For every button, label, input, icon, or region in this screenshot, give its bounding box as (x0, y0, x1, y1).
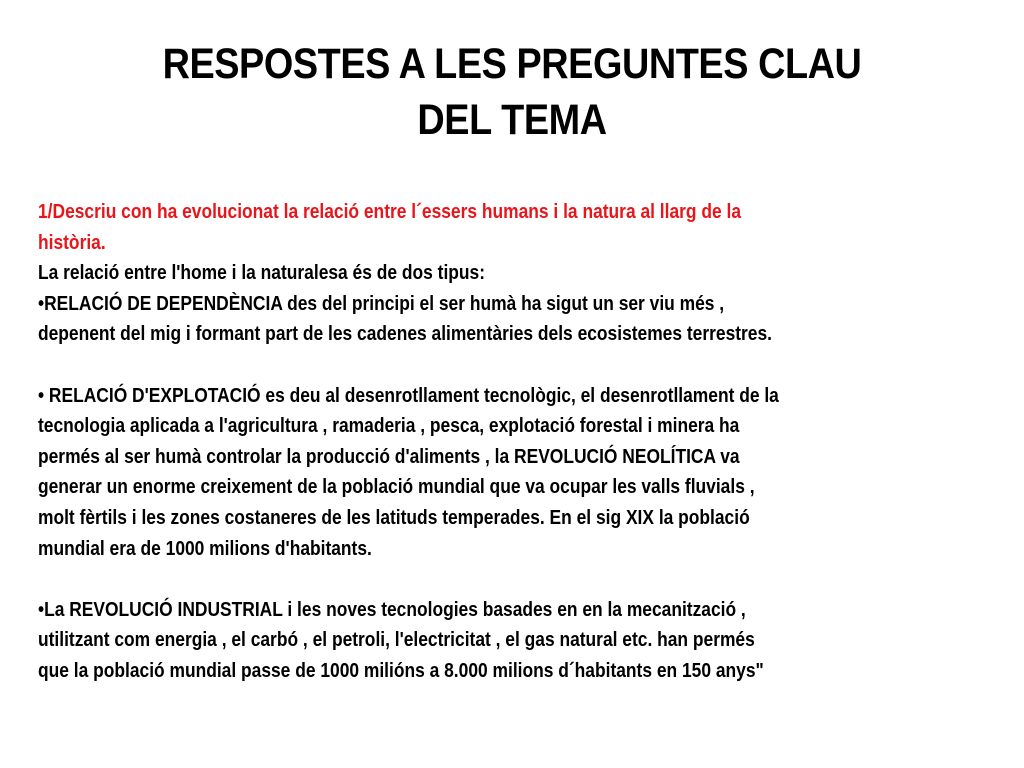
slide-title-line-1: RESPOSTES A LES PREGUNTES CLAU (162, 40, 862, 88)
point-explotacio (38, 381, 986, 565)
slide-title-line-2: DEL TEMA (417, 96, 607, 144)
point-dependencia-line-1: •RELACIÓ DE DEPENDÈNCIA des del principi el ser humà ha sigut un ser viu més , (38, 292, 725, 315)
point-explotacio-line-6: mundial era de 1000 milions d'habitants. (38, 537, 372, 560)
point-industrial-line-1: •La REVOLUCIÓ INDUSTRIAL i les noves tecnologies basades en en la mecanització , (38, 598, 746, 621)
point-explotacio-line-5: molt fèrtils i les zones costaneres de les latituds temperades. En el sig XIX la població (38, 506, 750, 529)
question-line-1: 1/Descriu con ha evolucionat la relació entre l´essers humans i la natura al llarg de la (38, 201, 742, 223)
point-dependencia-line-2: depenent del mig i formant part de les cadenes alimentàries dels ecosistemes terrestres. (38, 323, 772, 346)
intro-text: La relació entre l'home i la naturalesa és de dos tipus: (38, 262, 486, 285)
question-line-2: història. (38, 231, 106, 254)
point-explotacio-line-3: permés al ser humà controlar la producció d'aliments , la REVOLUCIÓ NEOLÍTICA va (38, 445, 740, 468)
question (38, 197, 986, 258)
point-industrial (38, 595, 986, 687)
paragraph-gap (38, 564, 986, 595)
point-explotacio-line-4: generar un enorme creixement de la població mundial que va ocupar les valls fluvials , (38, 476, 755, 499)
paragraph-gap (38, 350, 986, 381)
point-dependencia (38, 289, 986, 350)
point-explotacio-line-1: • RELACIÓ D'EXPLOTACIÓ es deu al desenrotllament tecnològic, el desenrotllament de la (38, 384, 779, 407)
slide-title (114, 36, 910, 148)
point-industrial-line-2: utilitzant com energia , el carbó , el petroli, l'electricitat , el gas natural etc. han permés (38, 629, 755, 652)
point-industrial-line-3: que la població mundial passe de 1000 milións a 8.000 milions d´habitants en 150 anys" (38, 659, 764, 682)
point-explotacio-line-2: tecnologia aplicada a l'agricultura , ramaderia , pesca, explotació forestal i minera ha (38, 415, 740, 438)
slide-body (38, 197, 986, 687)
